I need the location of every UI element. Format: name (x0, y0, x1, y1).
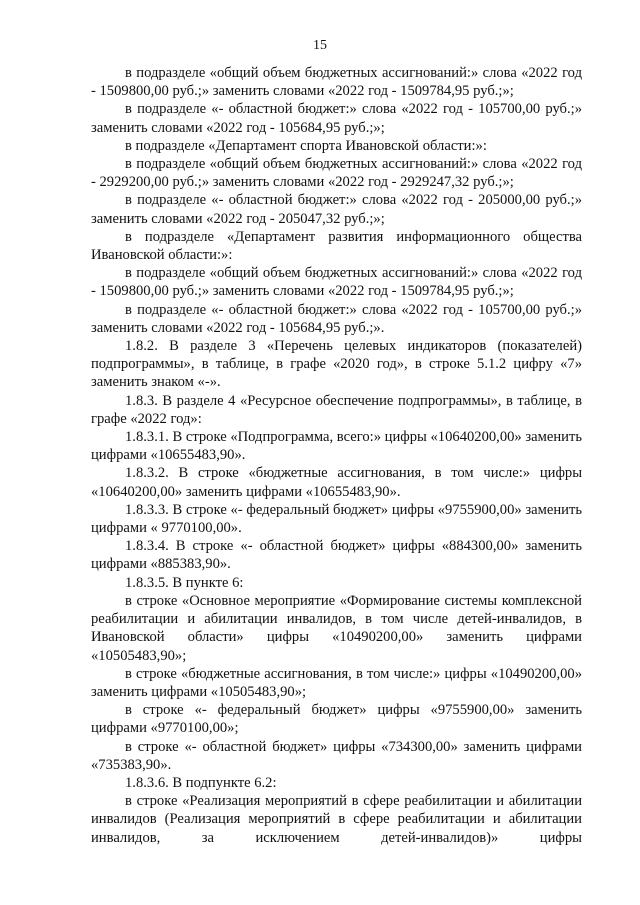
paragraph: в подразделе «Департамент спорта Ивановской области:»: (125, 137, 487, 154)
paragraph: 1.8.3.6. В подпункте 6.2: (125, 774, 277, 791)
paragraph: в подразделе «общий объем бюджетных ассигнований:» слова «2022 год - 2929200,00 руб.;» заменить словами «2022 год - 2929247,32 руб.;»; (91, 156, 582, 191)
document-body (91, 64, 582, 847)
paragraph: в подразделе «общий объем бюджетных ассигнований:» слова «2022 год - 1509800,00 руб.;» заменить словами «2022 год - 1509784,95 руб.;»; (91, 65, 582, 100)
page-number: 15 (313, 38, 327, 53)
paragraph: в строке «бюджетные ассигнования, в том числе:» цифры «10490200,00» заменить цифрами «10505483,90»; (91, 665, 582, 700)
paragraph: в подразделе «- областной бюджет:» слова «2022 год - 205000,00 руб.;» заменить словами «2022 год - 205047,32 руб.;»; (91, 192, 582, 227)
paragraph: 1.8.3.4. В строке «- областной бюджет» цифры «884300,00» заменить цифрами «885383,90». (91, 538, 582, 573)
paragraph: 1.8.3.3. В строке «- федеральный бюджет» цифры «9755900,00» заменить цифрами « 9770100,00». (91, 501, 582, 537)
paragraph: в подразделе «- областной бюджет:» слова «2022 год - 105700,00 руб.;» заменить словами «2022 год - 105684,95 руб.;». (91, 301, 582, 336)
paragraph: 1.8.3. В разделе 4 «Ресурсное обеспечение подпрограммы», в таблице, в графе «2022 год»: (91, 392, 582, 427)
paragraph: 1.8.3.1. В строке «Подпрограмма, всего:» цифры «10640200,00» заменить цифрами «10655483,90». (91, 429, 582, 464)
paragraph: в строке «Реализация мероприятий в сфере реабилитации и абилитации инвалидов (Реализация мероприятий в сфере реабилитации и абилитации инвалидов, за исключением детей-инвалидов)» цифры (91, 793, 582, 846)
paragraph: в подразделе «Департамент развития информационного общества Ивановской области:»: (91, 228, 582, 264)
paragraph: в подразделе «общий объем бюджетных ассигнований:» слова «2022 год - 1509800,00 руб.;» заменить словами «2022 год - 1509784,95 руб.;»; (91, 265, 582, 300)
paragraph: 1.8.3.2. В строке «бюджетные ассигнования, в том числе:» цифры «10640200,00» заменить цифрами «10655483,90». (91, 465, 582, 500)
paragraph: в строке «Основное мероприятие «Формирование системы комплексной реабилитации и абилитации инвалидов, в том числе детей-инвалидов, в Ивановской области» цифры «10490200,00» заменить цифрами «10505483,90»; (91, 592, 582, 664)
paragraph: в подразделе «- областной бюджет:» слова «2022 год - 105700,00 руб.;» заменить словами «2022 год - 105684,95 руб.;»; (91, 101, 582, 136)
paragraph: 1.8.2. В разделе 3 «Перечень целевых индикаторов (показателей) подпрограммы», в таблице, в графе «2020 год», в строке 5.1.2 цифру «7» заменить знаком «-». (91, 338, 582, 391)
paragraph: 1.8.3.5. В пункте 6: (125, 574, 244, 591)
paragraph: в строке «- областной бюджет» цифры «734300,00» заменить цифрами «735383,90». (91, 738, 582, 773)
paragraph: в строке «- федеральный бюджет» цифры «9755900,00» заменить цифрами «9770100,00»; (91, 702, 582, 737)
